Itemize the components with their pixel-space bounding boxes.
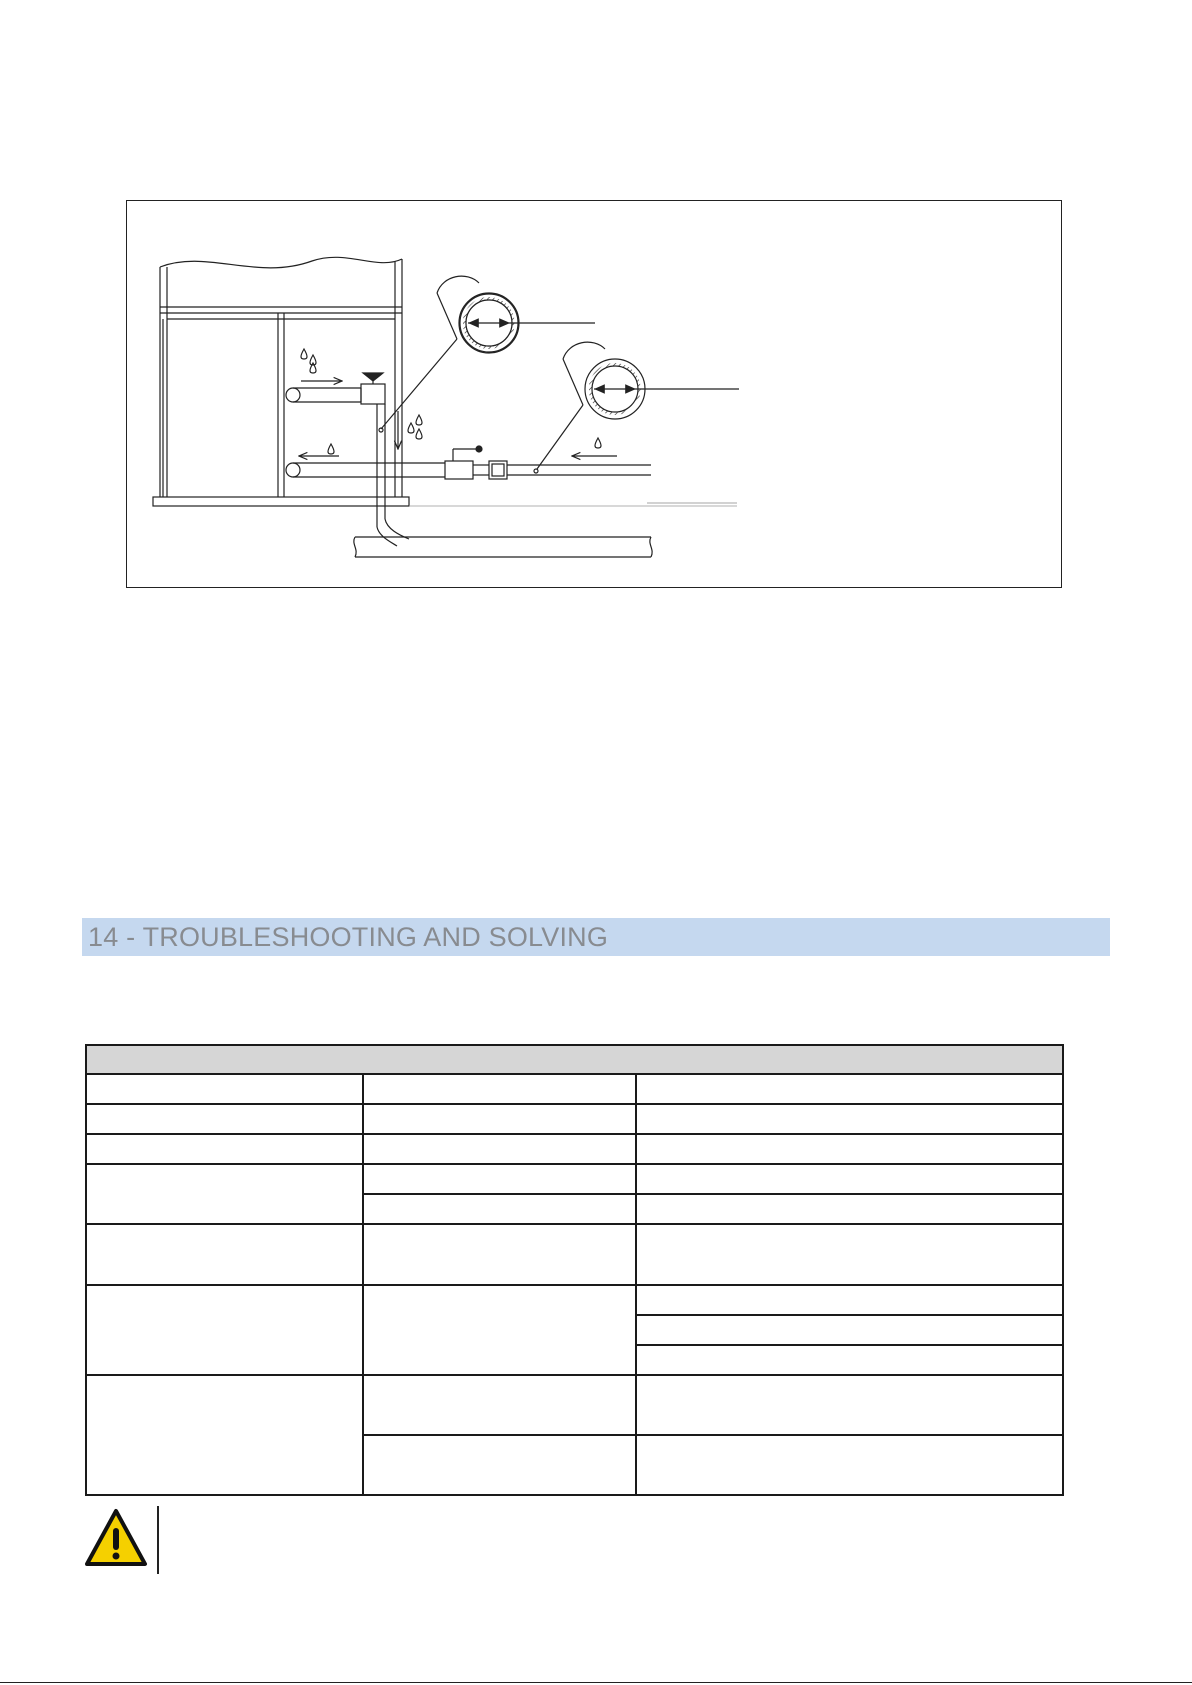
cause-cell — [363, 1074, 636, 1104]
fault-cell — [86, 1104, 363, 1134]
solution-cell — [636, 1074, 1063, 1104]
cause-cell — [363, 1134, 636, 1164]
table-row — [86, 1134, 1063, 1164]
section-heading-troubleshooting — [82, 918, 1110, 956]
cause-cell — [363, 1375, 636, 1435]
table-row — [86, 1074, 1063, 1104]
fault-cell — [86, 1224, 363, 1284]
insulation-detail-top — [379, 271, 595, 432]
piping-figure-frame — [126, 200, 1062, 588]
table-row — [86, 1224, 1063, 1284]
solution-cell — [636, 1224, 1063, 1284]
inlet-pipe — [286, 446, 651, 479]
insulation-detail-right — [537, 342, 739, 469]
page-bottom-rule — [0, 1682, 1192, 1683]
solution-cell — [636, 1375, 1063, 1435]
table-row — [86, 1104, 1063, 1134]
section-separator: - — [126, 922, 136, 952]
fault-cell — [86, 1074, 363, 1104]
table-header-row — [86, 1045, 1063, 1074]
solution-cell — [636, 1194, 1063, 1224]
cause-cell — [363, 1164, 636, 1194]
fault-cell — [86, 1285, 363, 1375]
troubleshooting-table — [85, 1044, 1064, 1496]
unit-cabinet — [153, 257, 409, 506]
solution-cell — [636, 1134, 1063, 1164]
warning-triangle-icon — [84, 1508, 148, 1568]
solution-cell — [636, 1345, 1063, 1375]
solution-cell — [636, 1315, 1063, 1345]
drain-pipe — [354, 503, 737, 557]
fault-cell — [86, 1375, 363, 1495]
water-piping-diagram — [127, 201, 1063, 589]
cause-cell — [363, 1104, 636, 1134]
cause-cell — [363, 1435, 636, 1495]
table-row — [86, 1375, 1063, 1435]
solution-cell — [636, 1285, 1063, 1315]
fault-cell — [86, 1134, 363, 1164]
fault-cell — [86, 1164, 363, 1224]
table-row — [86, 1285, 1063, 1315]
outlet-pipe — [286, 373, 409, 546]
cause-cell — [363, 1194, 636, 1224]
cause-cell — [363, 1224, 636, 1284]
table-row — [86, 1164, 1063, 1194]
section-number: 14 — [88, 922, 119, 952]
cause-cell — [363, 1285, 636, 1375]
solution-cell — [636, 1164, 1063, 1194]
table-header — [86, 1045, 1063, 1074]
solution-cell — [636, 1104, 1063, 1134]
solution-cell — [636, 1435, 1063, 1495]
section-title: TROUBLESHOOTING AND SOLVING — [142, 922, 609, 952]
warning-divider — [157, 1506, 159, 1574]
